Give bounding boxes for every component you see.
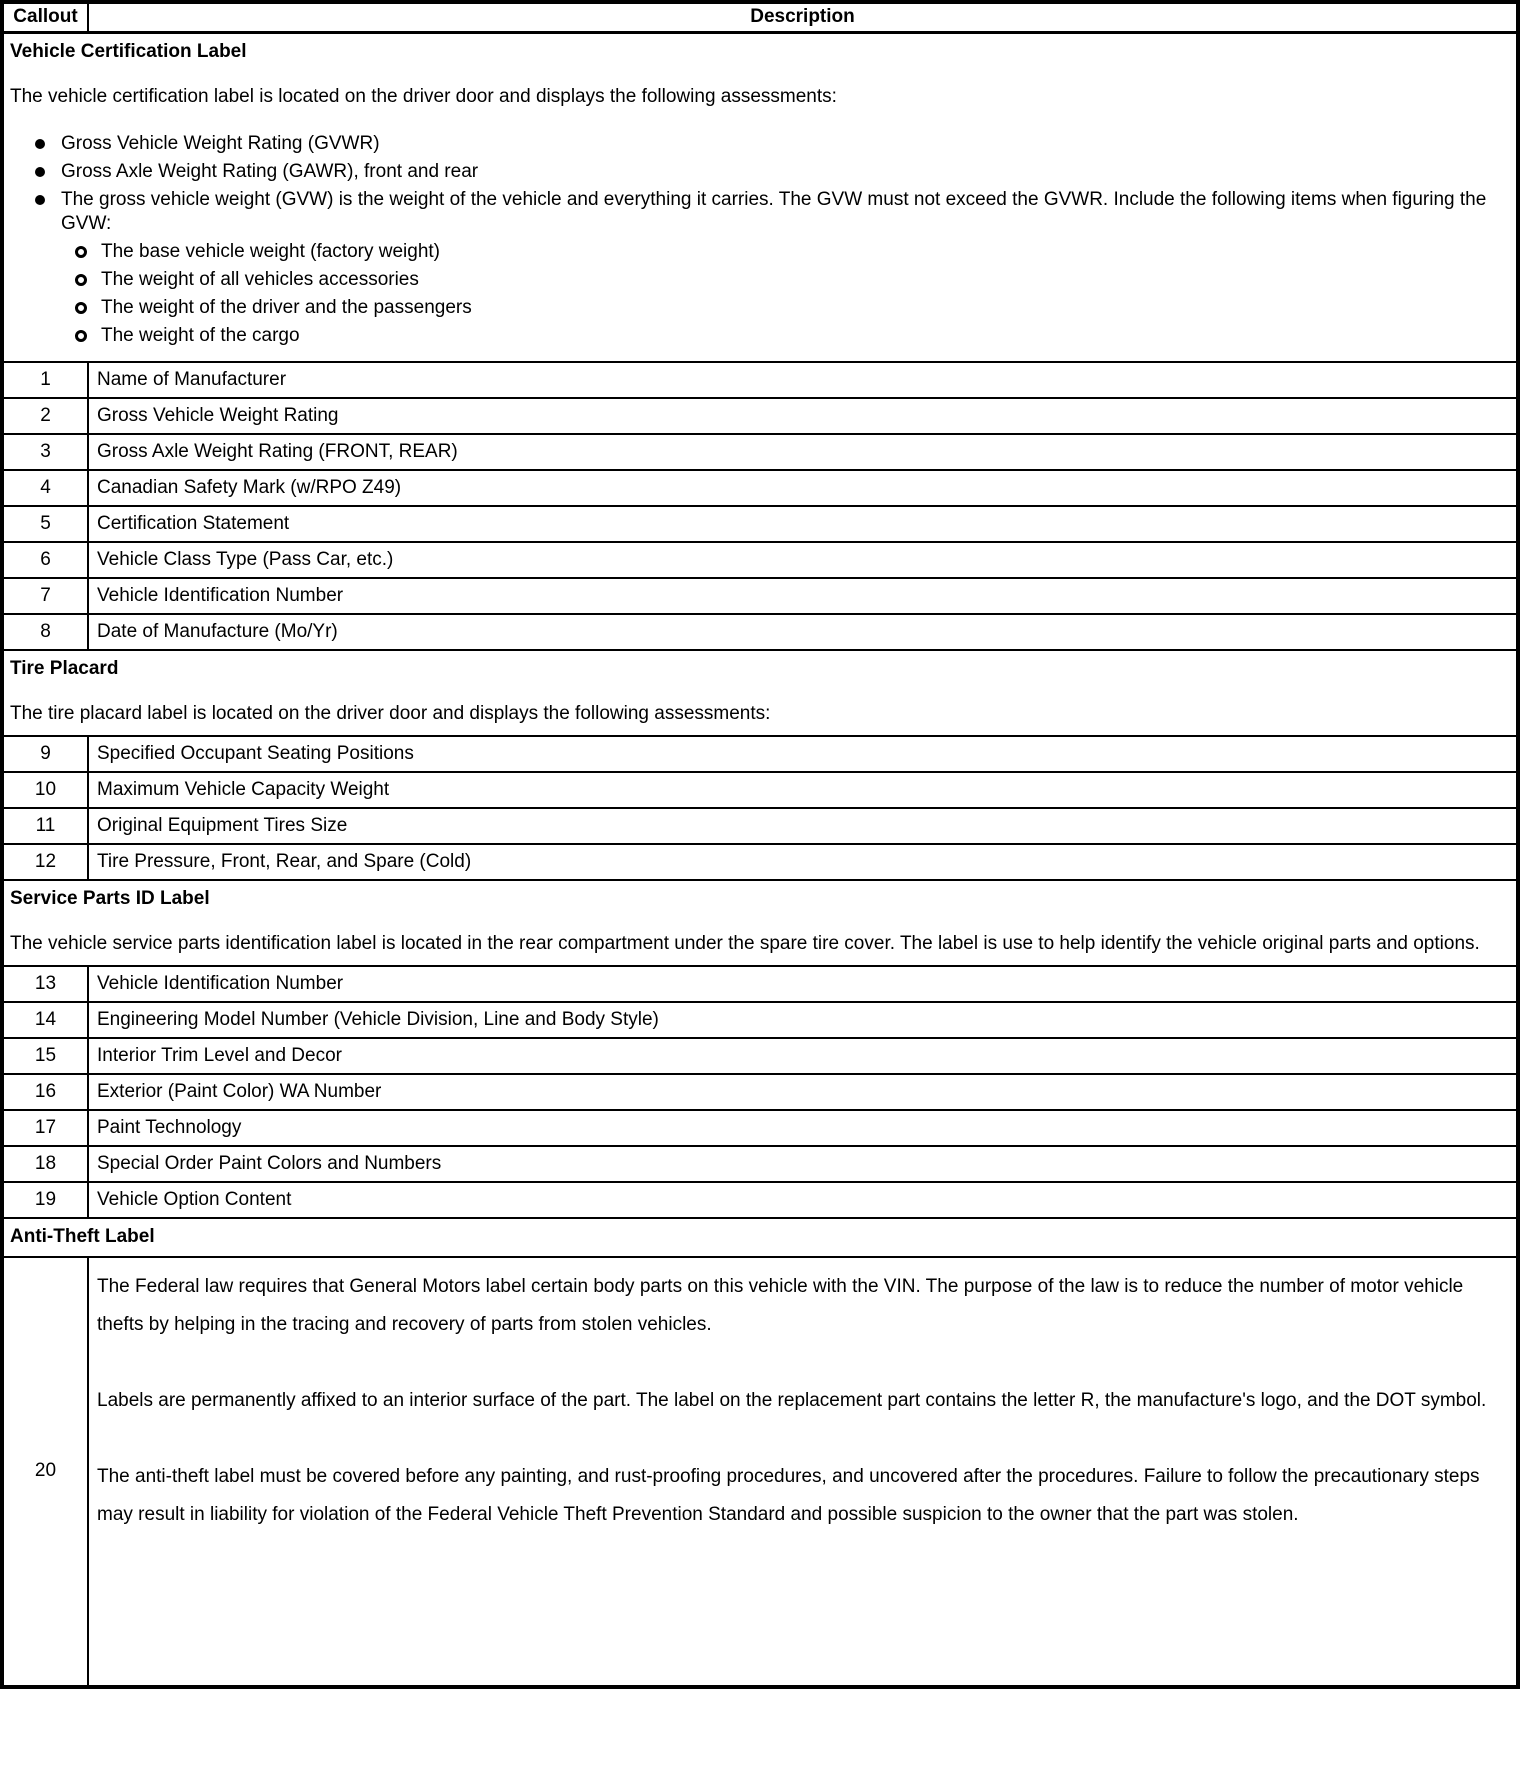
callout-number: 4	[2, 470, 88, 506]
callout-number: 3	[2, 434, 88, 470]
callout-number: 16	[2, 1074, 88, 1110]
callout-number: 10	[2, 772, 88, 808]
circle-bullet-icon	[75, 274, 87, 286]
callout-description: Engineering Model Number (Vehicle Division, Line and Body Style)	[88, 1002, 1518, 1038]
list-item	[10, 160, 1502, 184]
section-vehicle-certification-label	[2, 32, 1518, 362]
table-row	[2, 1146, 1518, 1182]
section-title: Anti-Theft Label	[10, 1225, 155, 1247]
table-row	[2, 470, 1518, 506]
callout-description: Name of Manufacturer	[88, 362, 1518, 398]
bullet-text: The gross vehicle weight (GVW) is the weight of the vehicle and everything it carries. The GVW must not exceed the GVWR. Include the following items when figuring the GVW:	[61, 188, 1487, 234]
table-row	[2, 966, 1518, 1002]
section-row-vehicle-certification	[2, 32, 1518, 362]
table-row	[2, 736, 1518, 772]
table-row	[2, 808, 1518, 844]
table-row	[2, 1110, 1518, 1146]
table-row	[2, 1038, 1518, 1074]
callout-number: 2	[2, 398, 88, 434]
table-row	[2, 434, 1518, 470]
callout-description: Maximum Vehicle Capacity Weight	[88, 772, 1518, 808]
callout-description: Vehicle Identification Number	[88, 966, 1518, 1002]
bullet-icon	[35, 195, 45, 205]
list-item	[10, 324, 1502, 348]
section-row-service-parts	[2, 880, 1518, 966]
table-row	[2, 614, 1518, 650]
table-row	[2, 1074, 1518, 1110]
callout-description: Certification Statement	[88, 506, 1518, 542]
table-row	[2, 362, 1518, 398]
callout-number: 17	[2, 1110, 88, 1146]
callout-description: Vehicle Option Content	[88, 1182, 1518, 1218]
callout-description: Specified Occupant Seating Positions	[88, 736, 1518, 772]
section-service-parts-id-label	[2, 880, 1518, 966]
callout-number: 8	[2, 614, 88, 650]
table-row	[2, 1002, 1518, 1038]
callout-description: Original Equipment Tires Size	[88, 808, 1518, 844]
callout-number: 5	[2, 506, 88, 542]
circle-bullet-icon	[75, 330, 87, 342]
table-row	[2, 398, 1518, 434]
table-row	[2, 1257, 1518, 1687]
anti-theft-paragraph: The Federal law requires that General Motors label certain body parts on this vehicle with the VIN. The purpose of the law is to reduce the number of motor vehicle thefts by helping in the tracing and recovery of parts from stolen vehicles.	[97, 1275, 1464, 1335]
list-item	[10, 188, 1502, 236]
callout-description: Interior Trim Level and Decor	[88, 1038, 1518, 1074]
section-title: Tire Placard	[10, 657, 119, 679]
anti-theft-paragraph: The anti-theft label must be covered before any painting, and rust-proofing procedures, and uncovered after the procedures. Failure to follow the precautionary steps may result in liability for violation of the Federal Vehicle Theft Prevention Standard and possible suspicion to the owner that the part was stolen.	[97, 1465, 1480, 1525]
callout-number: 14	[2, 1002, 88, 1038]
bullet-text: Gross Axle Weight Rating (GAWR), front and rear	[61, 160, 479, 182]
table-row	[2, 844, 1518, 880]
bullet-icon	[35, 139, 45, 149]
circle-bullet-icon	[75, 246, 87, 258]
list-item	[10, 240, 1502, 264]
section-intro: The vehicle certification label is located on the driver door and displays the following assessments:	[10, 85, 837, 107]
table-row	[2, 772, 1518, 808]
table-row	[2, 578, 1518, 614]
bullet-text: The base vehicle weight (factory weight)	[101, 240, 440, 262]
bullet-text: The weight of the driver and the passengers	[101, 296, 472, 318]
callout-description: Canadian Safety Mark (w/RPO Z49)	[88, 470, 1518, 506]
section-row-anti-theft	[2, 1218, 1518, 1257]
list-item	[10, 268, 1502, 292]
callout-column-header: Callout	[2, 2, 88, 32]
callout-number: 9	[2, 736, 88, 772]
bullet-text: Gross Vehicle Weight Rating (GVWR)	[61, 132, 380, 154]
bullet-icon	[35, 167, 45, 177]
bullet-text: The weight of all vehicles accessories	[101, 268, 419, 290]
callout-number: 7	[2, 578, 88, 614]
callout-number: 6	[2, 542, 88, 578]
list-item	[10, 132, 1502, 156]
table-row	[2, 542, 1518, 578]
section-intro: The vehicle service parts identification label is located in the rear compartment under the spare tire cover. The label is use to help identify the vehicle original parts and options.	[10, 932, 1480, 954]
callout-description: Gross Vehicle Weight Rating	[88, 398, 1518, 434]
callout-number: 11	[2, 808, 88, 844]
table-header-row	[2, 2, 1518, 32]
callout-number: 12	[2, 844, 88, 880]
section-title: Vehicle Certification Label	[10, 40, 247, 62]
callout-number: 15	[2, 1038, 88, 1074]
section-row-tire-placard	[2, 650, 1518, 736]
anti-theft-description	[88, 1257, 1518, 1687]
callout-number: 20	[2, 1257, 88, 1687]
callout-description: Gross Axle Weight Rating (FRONT, REAR)	[88, 434, 1518, 470]
callout-description: Paint Technology	[88, 1110, 1518, 1146]
section-anti-theft-label	[2, 1218, 1518, 1257]
bullet-text: The weight of the cargo	[101, 324, 300, 346]
callout-number: 18	[2, 1146, 88, 1182]
callout-description: Date of Manufacture (Mo/Yr)	[88, 614, 1518, 650]
section-intro: The tire placard label is located on the driver door and displays the following assessments:	[10, 702, 771, 724]
callout-number: 19	[2, 1182, 88, 1218]
anti-theft-paragraph: Labels are permanently affixed to an interior surface of the part. The label on the replacement part contains the letter R, the manufacture's logo, and the DOT symbol.	[97, 1389, 1487, 1411]
list-item	[10, 296, 1502, 320]
callout-number: 13	[2, 966, 88, 1002]
description-column-header: Description	[88, 2, 1518, 32]
callout-description: Exterior (Paint Color) WA Number	[88, 1074, 1518, 1110]
table-row	[2, 1182, 1518, 1218]
callout-description: Tire Pressure, Front, Rear, and Spare (Cold)	[88, 844, 1518, 880]
table-row	[2, 506, 1518, 542]
callout-description: Vehicle Class Type (Pass Car, etc.)	[88, 542, 1518, 578]
callout-number: 1	[2, 362, 88, 398]
section-tire-placard	[2, 650, 1518, 736]
callout-description: Special Order Paint Colors and Numbers	[88, 1146, 1518, 1182]
certification-bullet-list	[10, 132, 1502, 348]
section-title: Service Parts ID Label	[10, 887, 210, 909]
circle-bullet-icon	[75, 302, 87, 314]
callout-description: Vehicle Identification Number	[88, 578, 1518, 614]
